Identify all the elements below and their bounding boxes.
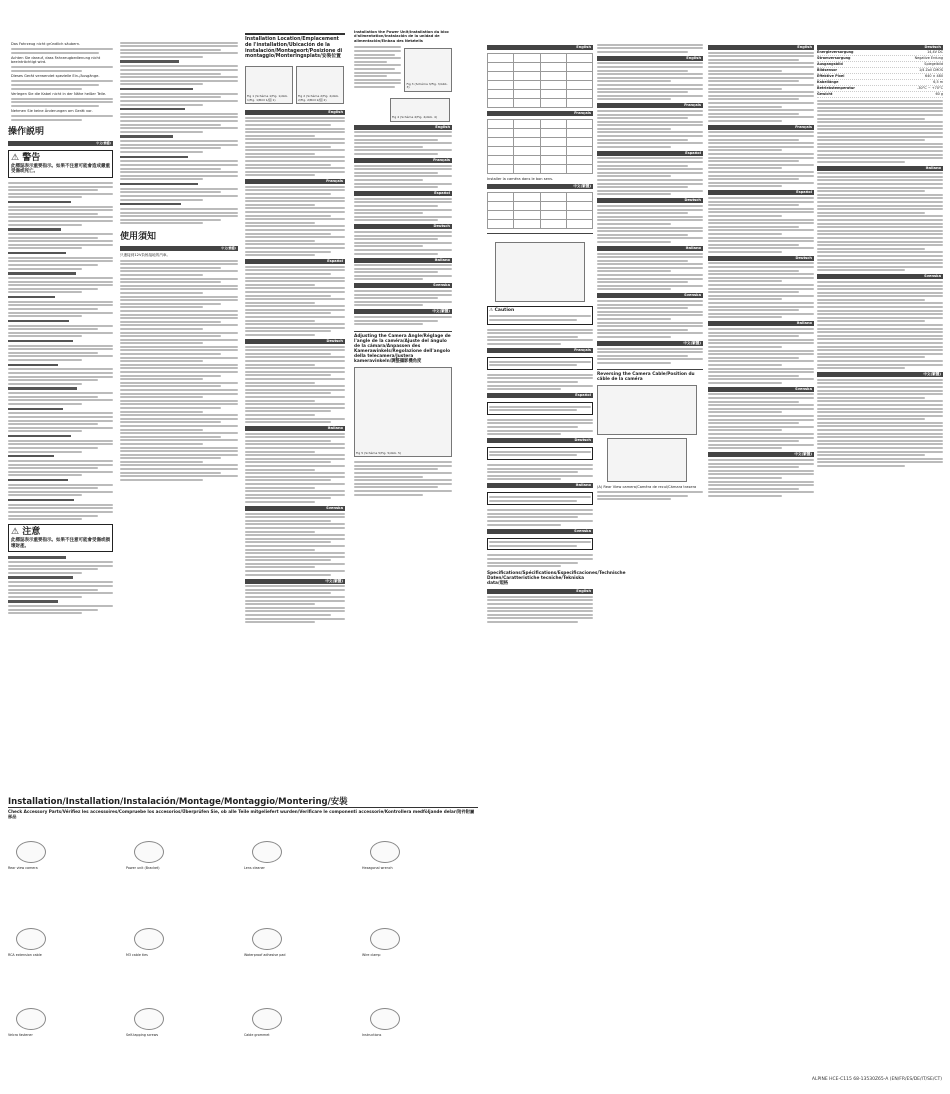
spec-row: Kabellänge 6,5 m: [817, 80, 943, 84]
lang-header: Deutsch: [354, 224, 452, 229]
lang-header: English: [708, 45, 814, 50]
accessory-item: Instructions: [362, 1008, 472, 1037]
column-1: Das Fahrzeug nicht gründlich säubern. Achten Sie darauf, dass Fahrzeugbedienung nicht beeinträchtigt wird. Dieses Gerät verwendet spezielle Ein-/Ausgänge. Verlegen Sie die Kabel nicht in der Nähe heißer Teile. Nehmen Sie keine Änderungen am Gerät vor. 操作説明 中文(繁體) ⚠ 警告 此標誌表示重要指示。如果不注意可能會造成嚴重受傷或死亡。 ⚠ 注意 此標誌表示重要指示。如果不注意可能會受傷或損壞財產。: [8, 40, 113, 785]
installation-location-title: Installation Location/Emplacement de l'installation/Ubicación de la instalación/Montageort/Posizione di montaggio/Monteringsplats/安裝位置: [245, 33, 345, 60]
lang-header: Español: [354, 191, 452, 196]
spec-row: Stromversorgung Negative Erdung: [817, 56, 943, 60]
spec-list: [817, 50, 943, 98]
accessory-item: Rear view camera: [8, 841, 118, 870]
lang-header: Deutsch: [708, 256, 814, 261]
lang-header: 中文(繁體): [597, 341, 703, 346]
warning-box: [8, 150, 113, 178]
velcro-icon: [16, 1008, 46, 1030]
accessory-item: Waterproof adhesive pad: [244, 928, 354, 957]
lang-header: English: [487, 45, 593, 50]
lang-header: Svenska: [708, 387, 814, 392]
pad-icon: [252, 928, 282, 950]
bullet-item: Verlegen Sie die Kabel nicht in der Nähe heißer Teile.: [11, 91, 107, 96]
installation-title: Installation/Installation/Instalación/Montage/Montaggio/Montering/安裝: [8, 797, 348, 807]
accessory-item: Wire clamp: [362, 928, 472, 957]
usage-note: 只連接到12V負極接地的汽車。: [120, 253, 171, 258]
specs-title: Specifications/Spécifications/Especificaciones/Technische Daten/Caratteristiche tecniche/Tekniska data/規格: [487, 571, 626, 587]
lang-header: Italiano: [354, 258, 452, 263]
caution-icon: ⚠: [11, 527, 20, 538]
lang-header: Español: [245, 259, 345, 264]
lang-header: 中文(繁體): [354, 309, 452, 314]
document-icon: [370, 1008, 400, 1030]
caution-subtitle: 此標誌表示重要指示。如果不注意可能會受傷或損壞財產。: [11, 538, 110, 549]
adjust-title-repeat: [487, 233, 593, 239]
spec-row: Ausgangsbild Spiegelbild: [817, 62, 943, 66]
figure-6: [495, 242, 585, 302]
column-6: [597, 42, 703, 1090]
accessory-item: Self-tapping screws: [126, 1008, 236, 1037]
lang-header: Français: [708, 125, 814, 130]
figure-1: Fig 1 (Schéma 1/Fig. 1/Abb. 1/Fig. 1/Bild 1/圖 1): [245, 66, 293, 104]
power-unit-title: Installation the Power Unit/Installation du bloc d'alimentation/Instalación de la unidad de alimentación/Einbau des Netzteils: [354, 30, 449, 43]
warning-icon: ⚠: [11, 152, 20, 163]
accessories-subtitle: Check Accessory Parts/Vérifiez les accessoires/Compruebe los accesorios/Überprüfen Sie, ob alle Teile mitgeliefert wurden/Verificare le componenti accessorie/Kontrollera medföljande delar/附件附屬部品: [8, 807, 478, 819]
accessory-item: Hexagonal wrench: [362, 841, 472, 870]
figure-3: Fig 3 (Schéma 3/Fig. 3/Abb. 3): [404, 48, 452, 92]
spec-row: Betriebstemperatur -30°C ~ +70°C: [817, 86, 943, 90]
usage-notes-header: 使用須知: [120, 232, 157, 243]
lang-header: Deutsch: [597, 198, 703, 203]
figure-4: Fig 4 (Schéma 4/Fig. 4/Abb. 4): [390, 98, 450, 122]
lang-header: Italiano: [245, 426, 345, 431]
lang-header: English: [354, 125, 452, 130]
lang-header: Français: [245, 179, 345, 184]
lang-header: Español: [597, 151, 703, 156]
caution-text: [8, 556, 113, 614]
lang-header: Español: [708, 190, 814, 195]
figure-8: [607, 438, 687, 482]
lang-header: Italiano: [597, 246, 703, 251]
wrench-icon: [370, 841, 400, 863]
accessory-item: Velcro fastener: [8, 1008, 118, 1037]
lang-header: Español: [487, 393, 593, 398]
lang-header: Deutsch: [817, 45, 943, 50]
lang-header: 中文(繁體): [817, 372, 943, 377]
lang-header: Svenska: [487, 529, 593, 534]
caution-box: ⚠ Caution: [487, 306, 593, 324]
lang-header: Italiano: [708, 321, 814, 326]
caution-box: [8, 524, 113, 552]
figure-2: Fig 2 (Schéma 2/Fig. 2/Abb. 2/Fig. 2/Bild 2/圖 2): [296, 66, 344, 104]
cleaner-icon: [252, 841, 282, 863]
accessory-item: M3 cable ties: [126, 928, 236, 957]
grommet-icon: [252, 1008, 282, 1030]
note-text: Installer la caméra dans le bon sens.: [487, 177, 554, 181]
warning-subtitle: 此標誌表示重要指示。如果不注意可能會造成嚴重受傷或死亡。: [11, 163, 110, 175]
spec-row: Bildsensor 1/4 Zoll CMOS: [817, 68, 943, 72]
lang-header: 中文(繁體): [708, 452, 814, 457]
usage-notes-text: [120, 260, 238, 481]
column-5: [487, 42, 626, 1090]
spec-row: Effektive Pixel 640 × 480: [817, 74, 943, 78]
lang-header: Français: [354, 158, 452, 163]
caution-icon: ⚠: [489, 308, 494, 314]
lang-header: Italiano: [817, 166, 943, 171]
figure-5: Fig 5 (Schéma 5/Fig. 5/Abb. 5): [354, 367, 452, 457]
accessory-item: Lens cleaner: [244, 841, 354, 870]
column-2: 使用須知 中文(繁體) 只連接到12V負極接地的汽車。: [120, 40, 238, 785]
bullet-item: Achten Sie darauf, dass Fahrzeugbedienung nicht beeinträchtigt wird.: [11, 55, 101, 65]
figure-caption: (A) Rear View camera/Caméra de recul/Cámara trasera: [597, 484, 697, 489]
cable-tie-icon: [134, 928, 164, 950]
bullet-list: [11, 42, 113, 121]
lang-header: Svenska: [354, 283, 452, 288]
accessory-item: Power unit (Bracket): [126, 841, 236, 870]
accessory-item: Cable grommet: [244, 1008, 354, 1037]
connection-table: [487, 53, 593, 108]
lang-header: Français: [597, 103, 703, 108]
screw-icon: [134, 1008, 164, 1030]
connection-table: [487, 119, 593, 174]
caution-title: ⚠ 注意: [11, 527, 41, 538]
lang-header: English: [245, 110, 345, 115]
lang-header: Français: [487, 348, 593, 353]
bullet-item: Dieses Gerät verwendet spezielle Ein-/Ausgänge.: [11, 74, 100, 79]
adjust-angle-title: Adjusting the Camera Angle/Réglage de l'angle de la caméra/Ajuste del ángulo de la cámara/Anpassen des Kamerawinkels/Regolazione dell'angolo della telecamera/Justera kameravinkeln/調整攝影機角度: [354, 331, 452, 364]
connection-table: [487, 192, 593, 229]
lang-header: Svenska: [597, 293, 703, 298]
spec-row: Energieversorgung 14,4V DC: [817, 50, 943, 54]
spec-row: Gewicht 60 g: [817, 92, 943, 96]
warning-text: [8, 182, 113, 520]
reversing-cable-title: Reversing the Camera Cable/Position du câble de la caméra: [597, 369, 703, 382]
document-footer: ALPINE HCE-C115 68-13530Z65-A (EN/FR/ES/DE/IT/SE/CT): [811, 1076, 942, 1082]
column-7: [708, 42, 814, 1090]
accessories-section: [8, 793, 478, 1088]
lang-header: English: [487, 589, 593, 594]
column-2-text: [120, 42, 238, 225]
figure-7: [597, 385, 697, 435]
section-title-chinese: 操作説明: [8, 126, 45, 137]
accessory-item: RCA extension cable: [8, 928, 118, 957]
lang-header: Svenska: [245, 506, 345, 511]
lang-header: Deutsch: [487, 438, 593, 443]
clamp-icon: [370, 928, 400, 950]
lang-header: Italiano: [487, 483, 593, 488]
column-8: [817, 42, 943, 1042]
power-unit-icon: [134, 841, 164, 863]
bullet-item: Das Fahrzeug nicht gründlich säubern.: [11, 42, 81, 46]
bullet-item: Nehmen Sie keine Änderungen am Gerät vor.: [11, 109, 93, 114]
lang-header: 中文(繁體): [245, 579, 345, 584]
lang-header: 中文(繁體): [487, 184, 593, 189]
warning-title: ⚠ 警告: [11, 152, 41, 163]
camera-icon: [16, 841, 46, 863]
cable-icon: [16, 928, 46, 950]
lang-header: Français: [487, 111, 593, 116]
lang-header: Deutsch: [245, 339, 345, 344]
lang-header: Svenska: [817, 274, 943, 279]
lang-header: English: [597, 56, 703, 61]
